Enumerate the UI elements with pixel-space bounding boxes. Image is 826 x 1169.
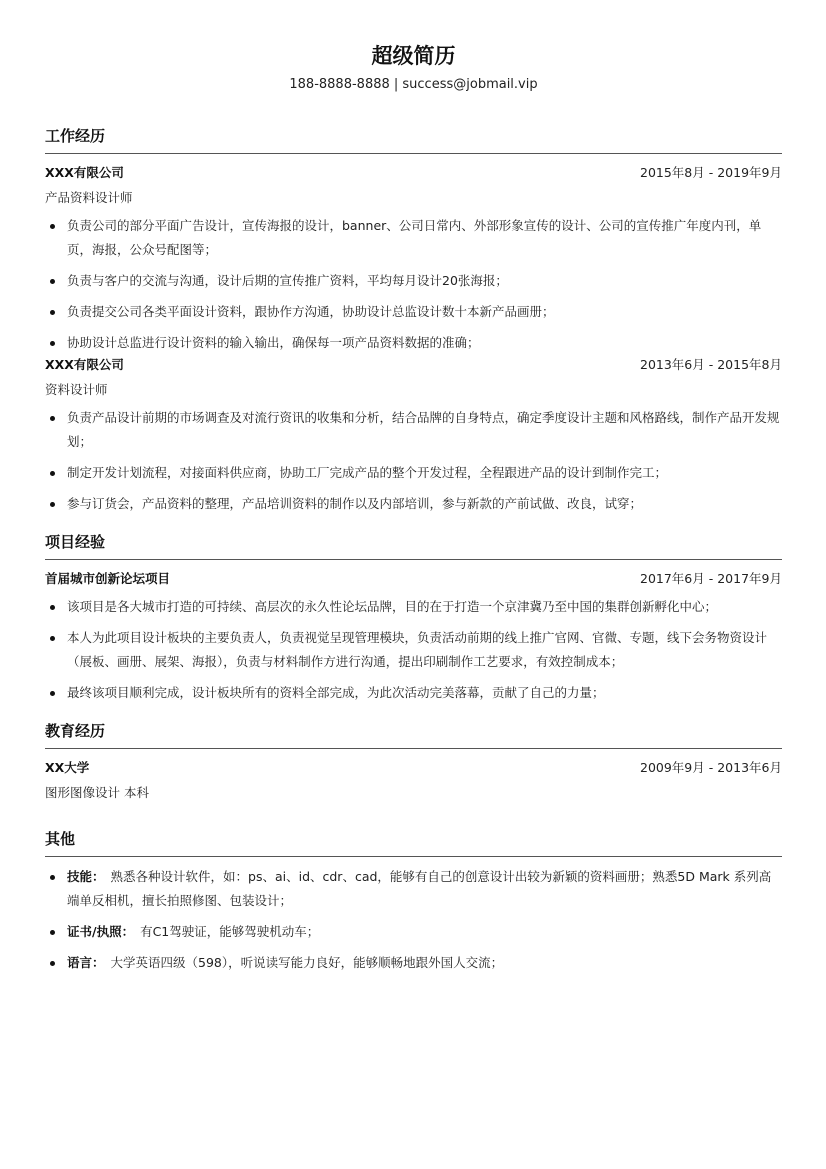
section-title-other: 其他 (45, 829, 782, 857)
entry-date: 2017年6月 - 2017年9月 (640, 571, 782, 586)
list-item (45, 331, 782, 355)
work-entry (45, 163, 782, 355)
list-item (45, 595, 782, 619)
entry-organization: XXX有限公司 (45, 357, 124, 372)
list-item (45, 681, 782, 705)
list-item (45, 269, 782, 293)
work-section (45, 126, 782, 516)
section-title-education: 教育经历 (45, 721, 782, 749)
list-item (45, 492, 782, 516)
list-item-text: 最终该项目顺利完成，设计板块所有的资料全部完成，为此次活动完美落幕，贡献了自己的力量； (67, 685, 605, 700)
education-entry (45, 758, 782, 803)
list-item (45, 214, 782, 262)
list-item-text: 熟悉各种设计软件，如：ps、ai、id、cdr、cad，能够有自己的创意设计出较为新颖的资料画册；熟悉5D Mark 系列高端单反相机，擅长拍照修图、包装设计； (67, 869, 772, 908)
list-item-text: 协助设计总监进行设计资料的输入输出，确保每一项产品资料数据的准确； (67, 335, 480, 350)
bullet-icon (50, 224, 55, 229)
list-item-text: 本人为此项目设计板块的主要负责人，负责视觉呈现管理模块，负责活动前期的线上推广官网、官微、专题，线下会务物资设计（展板、画册、展架、海报），负责与材料制作方进行沟通，提出印刷制作工艺要求，有效控制成本； (67, 630, 768, 669)
other-section (45, 829, 782, 975)
bullet-icon (50, 691, 55, 696)
entry-role: 资料设计师 (45, 382, 108, 397)
list-item-text: 负责公司的部分平面广告设计，宣传海报的设计，banner、公司日常内、外部形象宣传的设计、公司的宣传推广年度内刊，单页，海报，公众号配图等； (67, 218, 762, 257)
bullet-icon (50, 605, 55, 610)
entry-bullet-list (45, 595, 782, 705)
entry-header (45, 355, 782, 375)
list-item-text: 负责与客户的交流与沟通，设计后期的宣传推广资料，平均每月设计20张海报； (67, 273, 508, 288)
section-title-project: 项目经验 (45, 532, 782, 560)
contact-line: 188-8888-8888 | success@jobmail.vip (289, 77, 538, 92)
list-item-text: 负责提交公司各类平面设计资料，跟协作方沟通，协助设计总监设计数十本新产品画册； (67, 304, 555, 319)
section-title-work: 工作经历 (45, 126, 782, 154)
list-item-label: 技能： (67, 869, 105, 884)
bullet-icon (50, 310, 55, 315)
entry-role: 图形图像设计 本科 (45, 785, 149, 800)
entry-bullet-list (45, 406, 782, 516)
bullet-icon (50, 471, 55, 476)
list-item-label: 语言： (67, 955, 105, 970)
list-item-text: 有C1驾驶证，能够驾驶机动车； (140, 924, 320, 939)
list-item-text: 制定开发计划流程，对接面料供应商，协助工厂完成产品的整个开发过程，全程跟进产品的设计到制作完工； (67, 465, 668, 480)
bullet-icon (50, 930, 55, 935)
list-item (45, 865, 782, 913)
entry-header (45, 758, 782, 778)
entry-header (45, 569, 782, 589)
list-item-text: 负责产品设计前期的市场调查及对流行资讯的收集和分析，结合品牌的自身特点，确定季度设计主题和风格路线，制作产品开发规划； (67, 410, 780, 449)
entry-organization: XX大学 (45, 760, 90, 775)
list-item (45, 406, 782, 454)
list-item-label: 证书/执照： (67, 924, 135, 939)
bullet-icon (50, 502, 55, 507)
list-item-text: 该项目是各大城市打造的可持续、高层次的永久性论坛品牌，目的在于打造一个京津冀乃至中国的集群创新孵化中心； (67, 599, 718, 614)
bullet-icon (50, 341, 55, 346)
list-item (45, 461, 782, 485)
bullet-icon (50, 875, 55, 880)
bullet-icon (50, 279, 55, 284)
bullet-icon (50, 416, 55, 421)
entry-organization: XXX有限公司 (45, 165, 124, 180)
entry-date: 2013年6月 - 2015年8月 (640, 357, 782, 372)
education-section (45, 721, 782, 803)
bullet-icon (50, 961, 55, 966)
entry-header (45, 163, 782, 183)
other-bullet-list (45, 865, 782, 975)
list-item (45, 951, 782, 975)
resume-name: 超级简历 (371, 44, 456, 68)
list-item-text: 参与订货会，产品资料的整理，产品培训资料的制作以及内部培训，参与新款的产前试做、改良，试穿； (67, 496, 643, 511)
entry-role: 产品资料设计师 (45, 190, 133, 205)
work-entry (45, 355, 782, 516)
list-item (45, 300, 782, 324)
project-entry (45, 569, 782, 705)
project-section (45, 532, 782, 705)
entry-date: 2015年8月 - 2019年9月 (640, 165, 782, 180)
list-item-text: 大学英语四级（598），听说读写能力良好，能够顺畅地跟外国人交流； (110, 955, 504, 970)
bullet-icon (50, 636, 55, 641)
list-item (45, 920, 782, 944)
entry-bullet-list (45, 214, 782, 355)
list-item (45, 626, 782, 674)
entry-date: 2009年9月 - 2013年6月 (640, 760, 782, 775)
entry-organization: 首届城市创新论坛项目 (45, 571, 171, 586)
